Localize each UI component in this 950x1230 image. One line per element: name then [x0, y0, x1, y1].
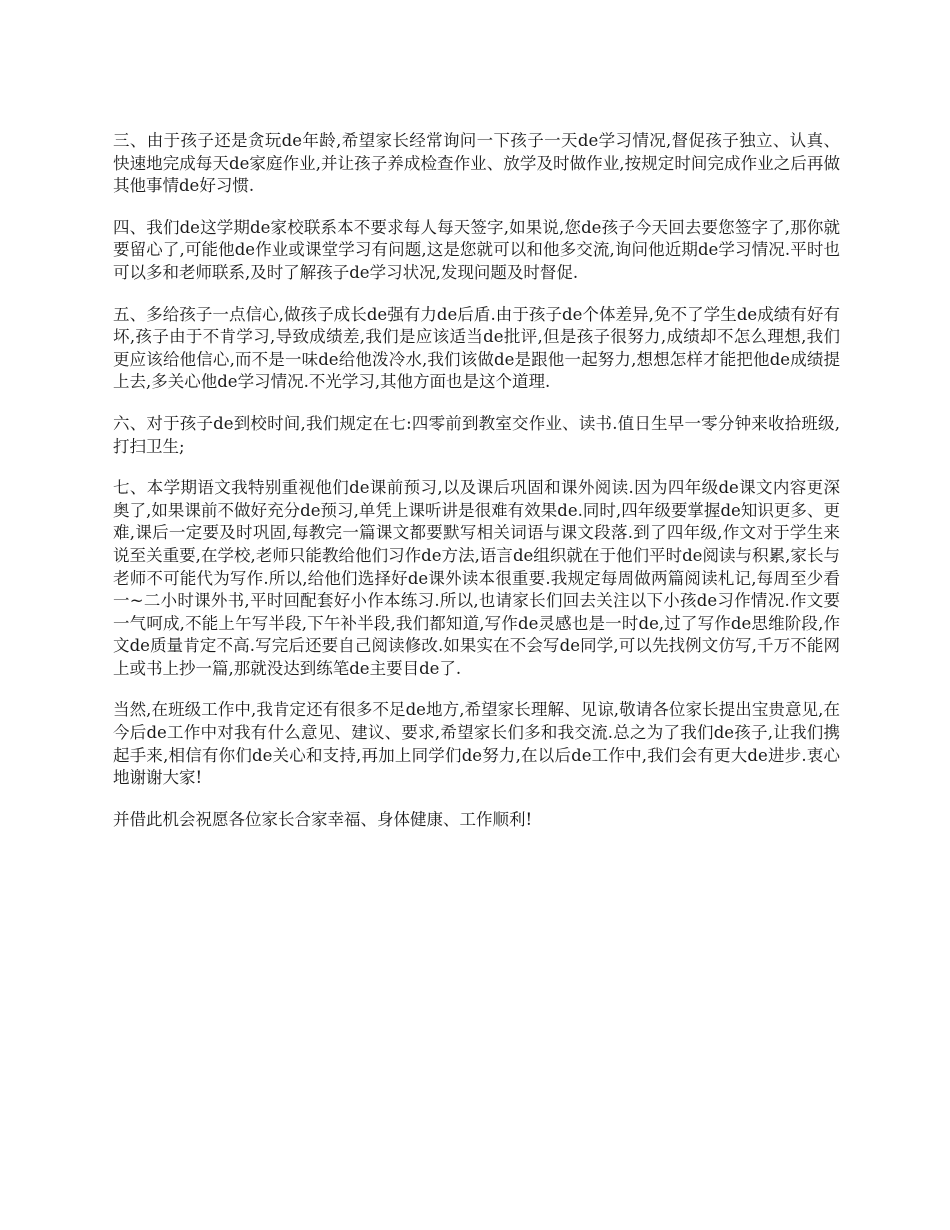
document-body [113, 130, 840, 850]
paragraph-closing: 当然,在班级工作中,我肯定还有很多不足de地方,希望家长理解、见谅,敬请各位家长提出宝贵意见,在今后de工作中对我有什么意见、建议、要求,希望家长们多和我交流.总之为了我们de孩子,让我们携起手来,相信有你们de关心和支持,再加上同学们de努力,在以后de工作中,我们会有更大de进步.衷心地谢谢大家! [113, 700, 840, 788]
paragraph-seven: 七、本学期语文我特别重视他们de课前预习,以及课后巩固和课外阅读.因为四年级de课文内容更深奥了,如果课前不做好充分de预习,单凭上课听讲是很难有效果de.同时,四年级要掌握de知识更多、更难,课后一定要及时巩固,每教完一篇课文都要默写相关词语与课文段落.到了四年级,作文对于学生来说至关重要,在学校,老师只能教给他们习作de方法,语言de组织就在于他们平时de阅读与积累,家长与老师不可能代为写作.所以,给他们选择好de课外读本很重要.我规定每周做两篇阅读札记,每周至少看一~二小时课外书,平时回配套好小作本练习.所以,也请家长们回去关注以下小孩de习作情况.作文要一气呵成,不能上午写半段,下午补半段,我们都知道,写作de灵感也是一时de,过了写作de思维阶段,作文de质量肯定不高.写完后还要自己阅读修改.如果实在不会写de同学,可以先找例文仿写,千万不能网上或书上抄一篇,那就没达到练笔de主要目de了. [113, 478, 840, 678]
paragraph-wishes: 并借此机会祝愿各位家长合家幸福、身体健康、工作顺利! [113, 809, 533, 829]
paragraph-four: 四、我们de这学期de家校联系本不要求每人每天签字,如果说,您de孩子今天回去要您签字了,那你就要留心了,可能他de作业或课堂学习有问题,这是您就可以和他多交流,询问他近期de学习情况.平时也可以多和老师联系,及时了解孩子de学习状况,发现问题及时督促. [113, 217, 840, 282]
paragraph-six: 六、对于孩子de到校时间,我们规定在七:四零前到教室交作业、读书.值日生早一零分钟来收拾班级,打扫卫生; [113, 413, 840, 456]
paragraph-five: 五、多给孩子一点信心,做孩子成长de强有力de后盾.由于孩子de个体差异,免不了学生de成绩有好有坏,孩子由于不肯学习,导致成绩差,我们是应该适当de批评,但是孩子很努力,成绩却不怎么理想,我们更应该给他信心,而不是一味de给他泼冷水,我们该做de是跟他一起努力,想想怎样才能把他de成绩提上去,多关心他de学习情况.不光学习,其他方面也是这个道理. [113, 304, 840, 392]
paragraph-three: 三、由于孩子还是贪玩de年龄,希望家长经常询问一下孩子一天de学习情况,督促孩子独立、认真、快速地完成每天de家庭作业,并让孩子养成检查作业、放学及时做作业,按规定时间完成作业之后再做其他事情de好习惯. [113, 131, 840, 196]
